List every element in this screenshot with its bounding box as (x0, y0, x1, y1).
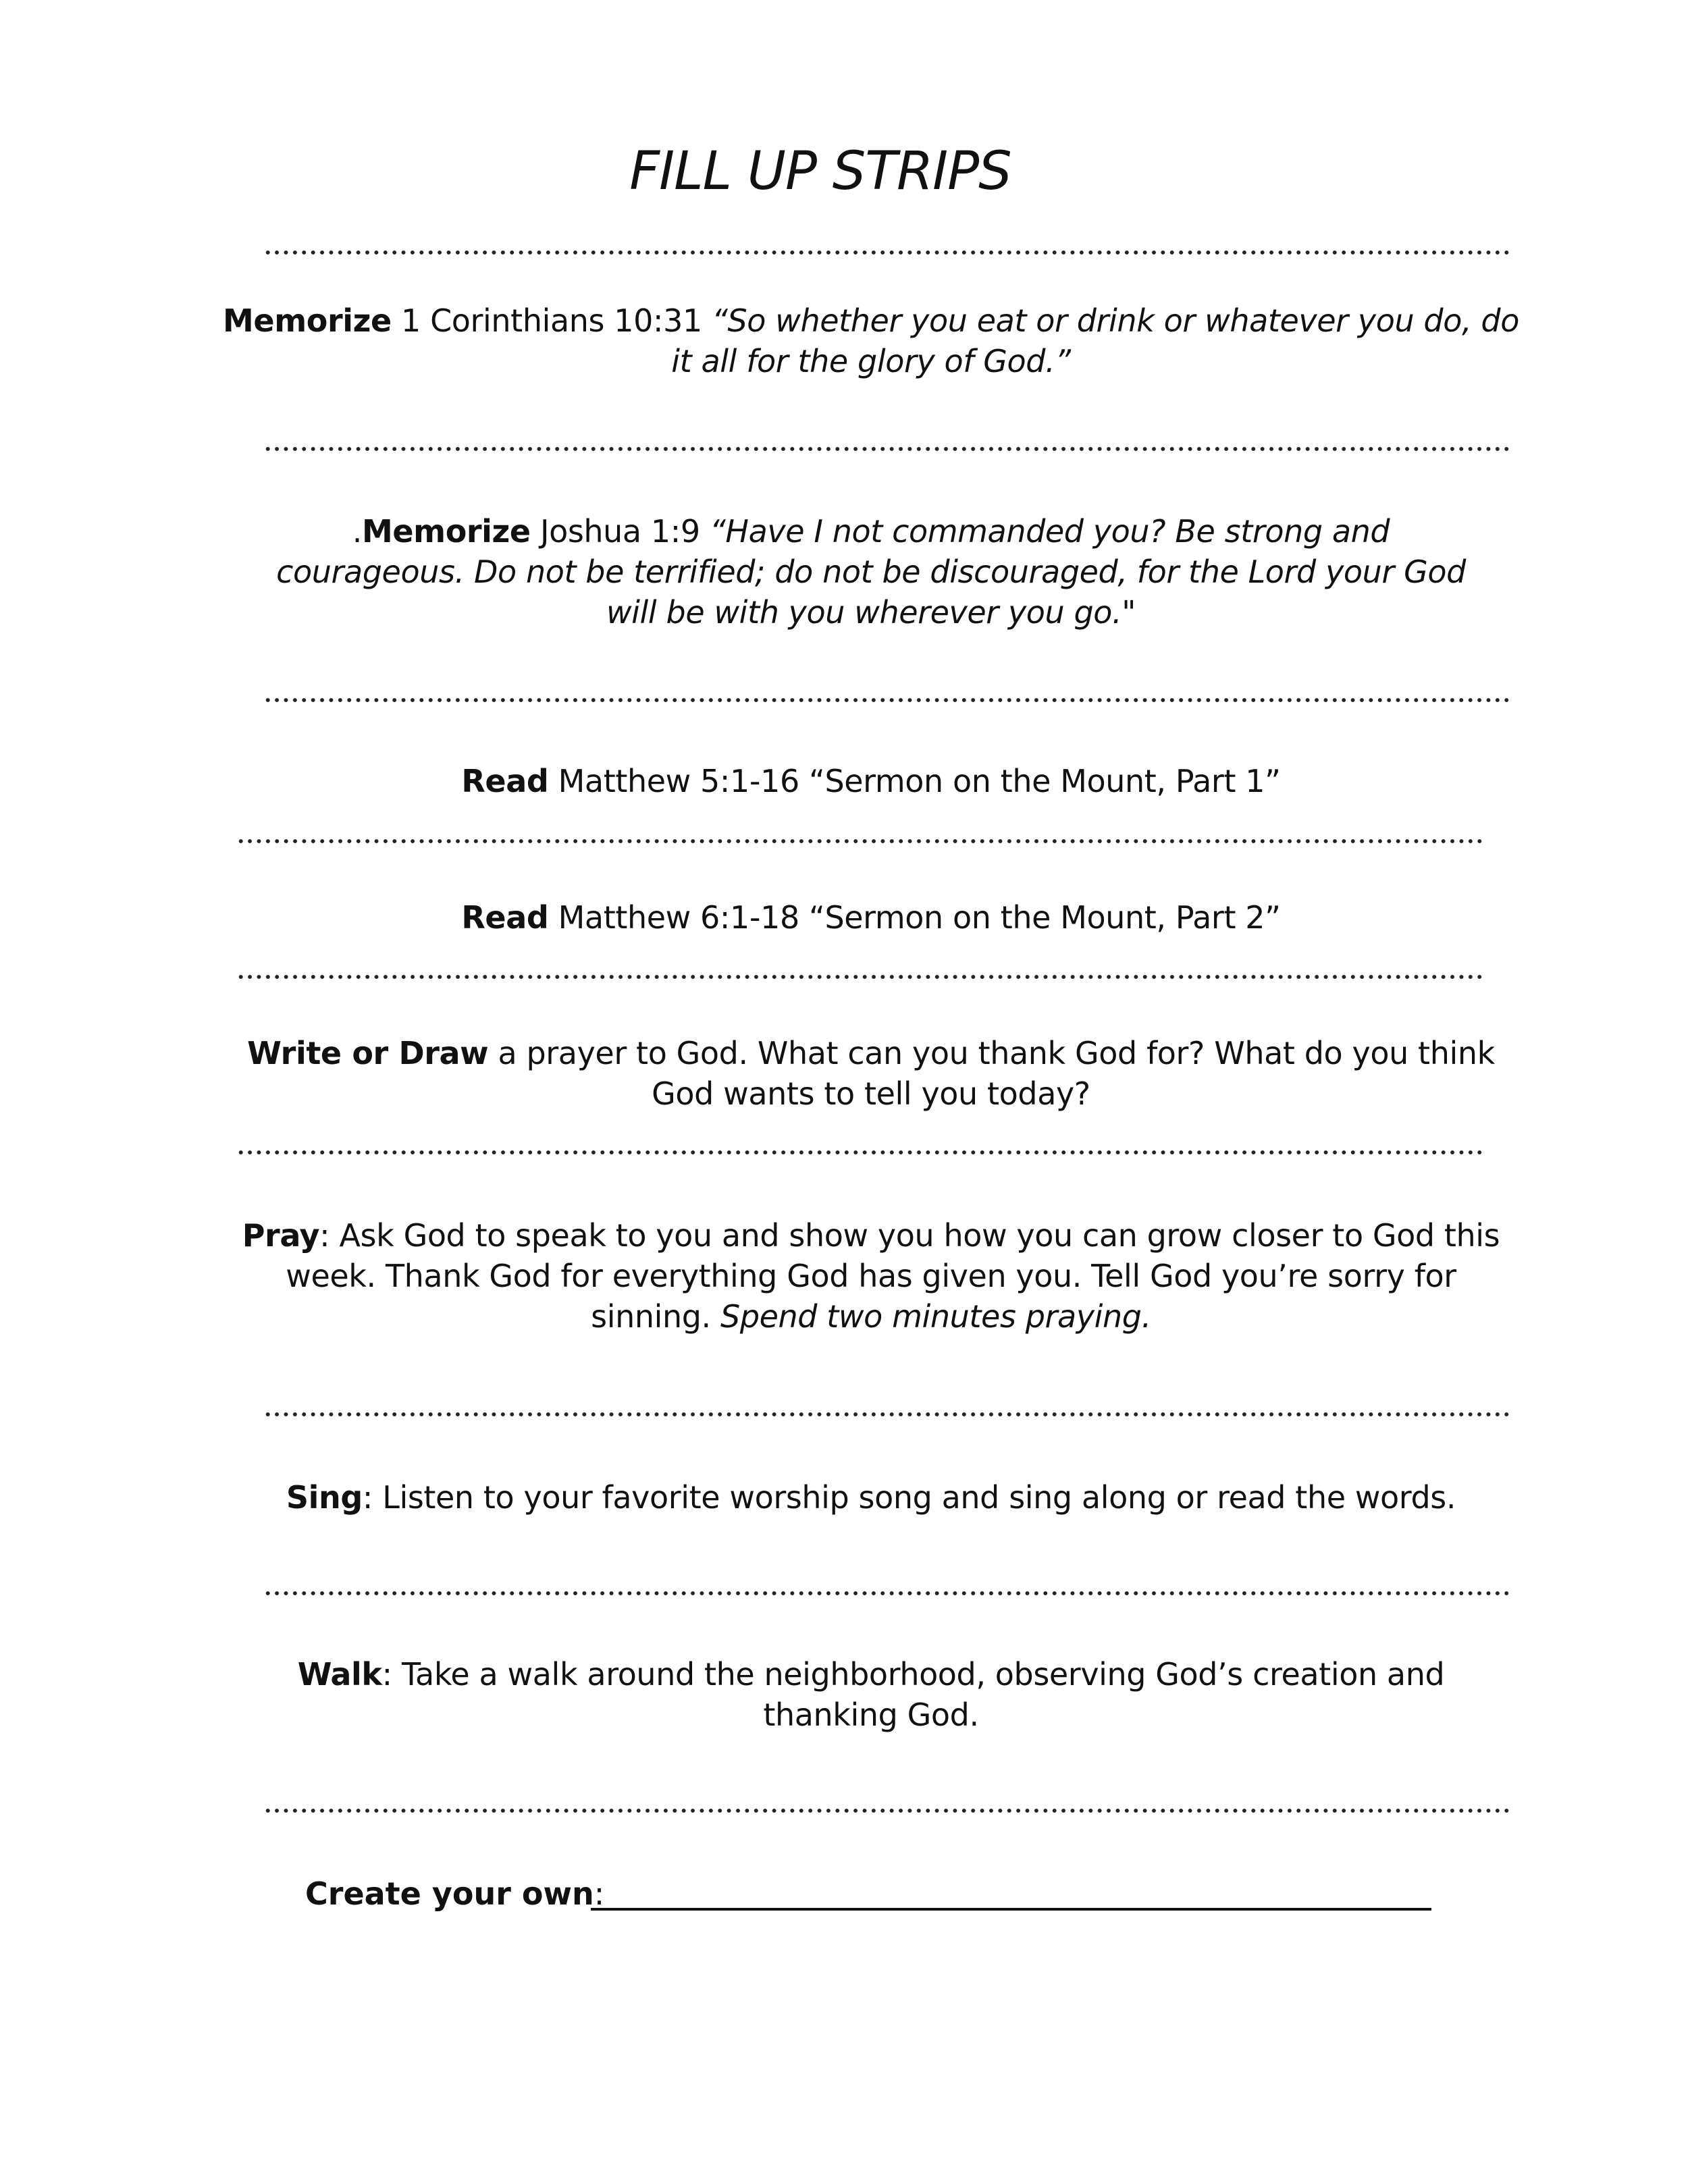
create-separator: : (594, 1875, 605, 1912)
strip-quote: “Have I not commanded you? Be strong and courageous. Do not be terrified; do not be discouraged, for the Lord your God will be with you wherever you go. (276, 513, 1466, 631)
dotted-separator (236, 970, 1485, 984)
strip-label: Walk (297, 1656, 382, 1693)
strip-quote: “So whether you eat or drink or whatever you do, do it all for the glory of God.” (671, 302, 1519, 379)
dotted-separator (263, 693, 1512, 707)
strip-tail: " (1122, 594, 1136, 631)
strip-label: Memorize (223, 302, 392, 339)
create-label: Create your own (305, 1875, 594, 1912)
create-your-own-line (305, 1873, 604, 1914)
page-title: FILL UP STRIPS (629, 141, 1011, 202)
strip-text: Matthew 5:1-16 “Sermon on the Mount, Part 1” (548, 763, 1281, 799)
strip-label: Read (461, 899, 549, 936)
dotted-separator (236, 834, 1485, 848)
strip-text: 1 Corinthians 10:31 (391, 302, 712, 339)
strip-memorize-corinthians (223, 300, 1519, 381)
strip-prefix: . (352, 513, 362, 550)
create-your-own-blank[interactable] (591, 1908, 1431, 1911)
strip-label: Sing (286, 1479, 363, 1516)
strip-read-matthew-6 (223, 897, 1519, 938)
dotted-separator (263, 246, 1512, 259)
strip-read-matthew-5 (223, 761, 1519, 801)
strip-text: : Listen to your favorite worship song and sing along or read the words. (362, 1479, 1456, 1516)
strip-label: Write or Draw (247, 1035, 489, 1071)
strip-text: : Ask God to speak to you and show you how you can grow closer to God this week. Thank God for everything God has given you. Tell God you’re sorry for sinning. (286, 1217, 1500, 1335)
strip-sing (223, 1477, 1519, 1518)
dotted-separator (263, 1587, 1512, 1600)
strip-label: Pray (242, 1217, 320, 1254)
strip-label: Memorize (361, 513, 531, 550)
dotted-separator (263, 442, 1512, 456)
strip-label: Read (461, 763, 549, 799)
strip-text: a prayer to God. What can you thank God for? What do you think God wants to tell you today? (488, 1035, 1495, 1112)
strip-walk (257, 1654, 1485, 1735)
dotted-separator (263, 1408, 1512, 1421)
dotted-separator (263, 1804, 1512, 1817)
strip-text: Matthew 6:1-18 “Sermon on the Mount, Part 2” (548, 899, 1281, 936)
strip-text: Joshua 1:9 (530, 513, 710, 550)
strip-memorize-joshua (257, 511, 1485, 633)
strip-write-or-draw (223, 1033, 1519, 1114)
dotted-separator (236, 1146, 1485, 1159)
strip-text: : Take a walk around the neighborhood, observing God’s creation and thanking God. (381, 1656, 1445, 1733)
strip-quote: Spend two minutes praying. (720, 1298, 1151, 1335)
strip-pray (223, 1215, 1519, 1337)
